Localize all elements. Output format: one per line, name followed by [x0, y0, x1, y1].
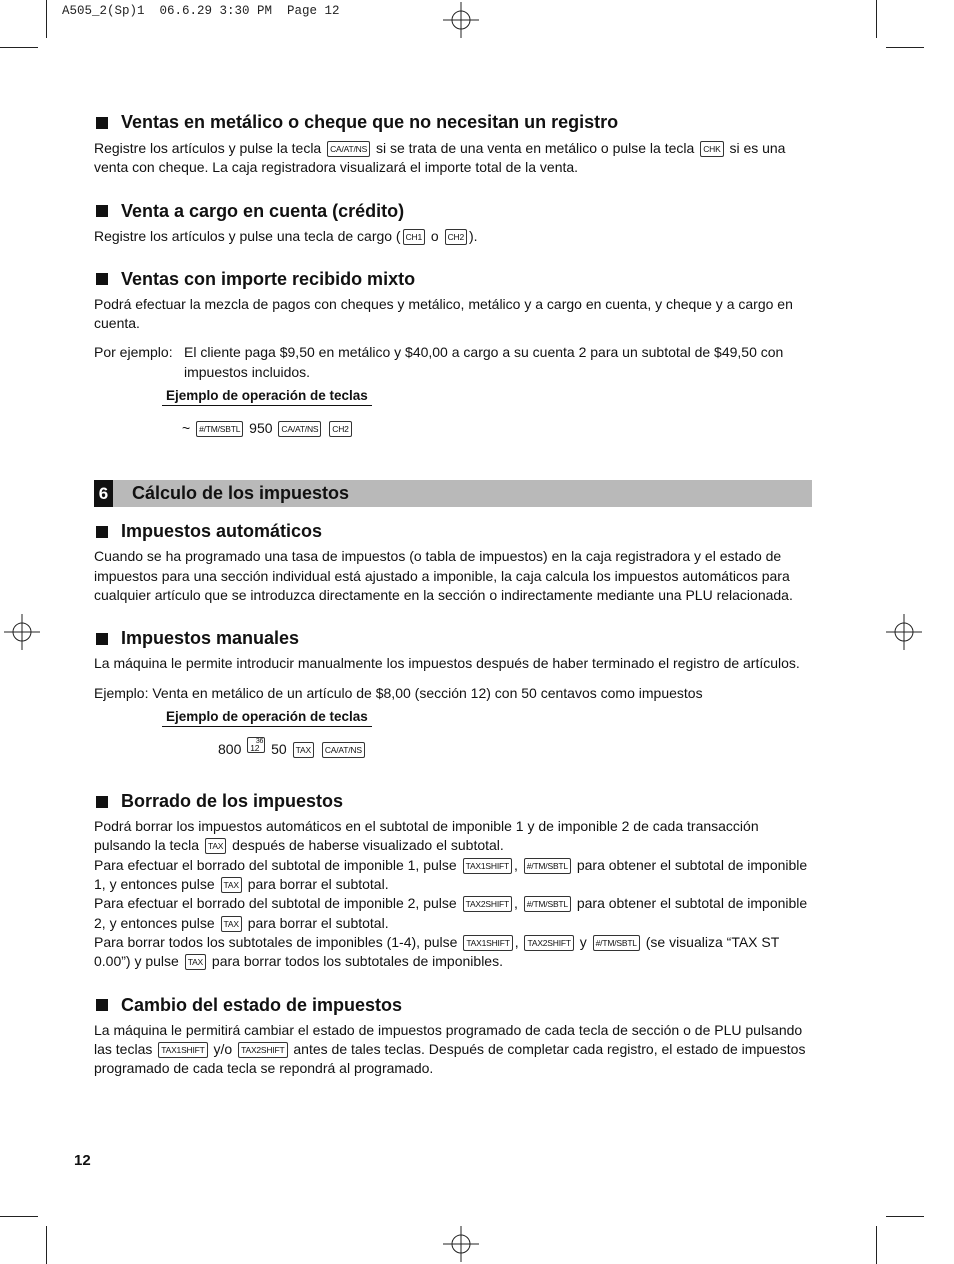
ca-at-ns-key-icon: CA/AT/NS [278, 421, 321, 437]
tm-sbtl-key-icon: #/TM/SBTL [196, 421, 243, 437]
key-sequence: ~ #/TM/SBTL 950 CA/AT/NS CH2 [182, 419, 812, 438]
heading-text: Impuestos automáticos [121, 521, 323, 542]
ch1-key-icon: CH1 [403, 229, 425, 245]
tax2shift-key-icon: TAX2SHIFT [238, 1042, 287, 1058]
chapter-number: 6 [94, 480, 113, 507]
department-key-icon: 36 12 [247, 737, 265, 753]
ch2-key-icon: CH2 [445, 229, 467, 245]
ca-at-ns-key-icon: CA/AT/NS [322, 742, 365, 758]
square-bullet-icon [96, 633, 108, 645]
tax-key-icon: TAX [205, 838, 226, 854]
page-content [94, 112, 812, 1078]
square-bullet-icon [96, 273, 108, 285]
tm-sbtl-key-icon: #/TM/SBTL [524, 858, 571, 874]
section-heading [94, 201, 812, 222]
crop-mark [886, 1216, 924, 1217]
paragraph: Ejemplo: Venta en metálico de un artículo de $8,00 (sección 12) con 50 centavos como impuestos [94, 684, 703, 701]
key-example-label: Ejemplo de operación de teclas [162, 387, 812, 406]
registration-mark-icon [4, 614, 40, 650]
paragraph: Registre los artículos y pulse la tecla CA/AT/NS si se trata de una venta en metálico o pulse la tecla CHK si es una venta con cheque. La caja registradora visualizará el importe total de la venta. [94, 140, 786, 176]
ch2-key-icon: CH2 [329, 421, 351, 437]
paragraph: Para borrar todos los subtotales de imponibles (1-4), pulse TAX1SHIFT , TAX2SHIFT y #/TM/SBTL (se visualiza “TAX ST 0.00”) y pulse TAX para borrar todos los subtotales de imponibles. [94, 933, 780, 970]
paragraph: Para efectuar el borrado del subtotal de imponible 2, pulse TAX2SHIFT , #/TM/SBTL para obtener el subtotal de imponible 2, y entonces pulse TAX para borrar el subtotal. [94, 895, 808, 931]
ca-at-ns-key-icon: CA/AT/NS [327, 141, 370, 157]
section-heading [94, 995, 812, 1016]
chk-key-icon: CHK [700, 141, 723, 157]
chapter-banner [94, 480, 812, 507]
tax-key-icon: TAX [185, 954, 206, 970]
tax1shift-key-icon: TAX1SHIFT [463, 858, 512, 874]
example-row: Por ejemplo: El cliente paga $9,50 en metálico y $40,00 a cargo a su cuenta 2 para un subtotal de $49,50 con impuestos incluidos. [94, 344, 784, 380]
crop-mark [0, 47, 38, 48]
section-heading [94, 112, 812, 133]
registration-mark-icon [443, 1226, 479, 1262]
crop-mark [876, 1226, 877, 1264]
square-bullet-icon [96, 999, 108, 1011]
tm-sbtl-key-icon: #/TM/SBTL [524, 896, 571, 912]
paragraph: La máquina le permite introducir manualmente los impuestos después de haber terminado el registro de artículos. [94, 655, 800, 672]
tax-key-icon: TAX [221, 916, 242, 932]
registration-mark-icon [443, 2, 479, 38]
heading-text: Ventas en metálico o cheque que no necesitan un registro [121, 112, 619, 132]
print-header: A505_2(Sp)1 06.6.29 3:30 PM Page 12 [62, 4, 340, 18]
crop-mark [876, 0, 877, 38]
tax-key-icon: TAX [293, 742, 314, 758]
chapter-title: Cálculo de los impuestos [132, 483, 350, 504]
heading-text: Impuestos manuales [121, 628, 300, 649]
tax2shift-key-icon: TAX2SHIFT [463, 896, 512, 912]
heading-text: Borrado de los impuestos [121, 791, 344, 812]
crop-mark [46, 0, 47, 38]
paragraph: Podrá efectuar la mezcla de pagos con cheques y metálico, metálico y a cargo en cuenta, y cheque y a cargo en cuenta. [94, 295, 793, 332]
section-heading [94, 269, 812, 290]
square-bullet-icon [96, 796, 108, 808]
square-bullet-icon [96, 205, 108, 217]
section-heading [94, 791, 812, 812]
registration-mark-icon [886, 614, 922, 650]
key-sequence: 800 36 12 50 TAX CA/AT/NS [218, 737, 812, 759]
section-heading [94, 628, 812, 649]
crop-mark [0, 1216, 38, 1217]
heading-text: Venta a cargo en cuenta (crédito) [121, 200, 405, 221]
section-heading [94, 521, 812, 542]
square-bullet-icon [96, 526, 108, 538]
tax2shift-key-icon: TAX2SHIFT [524, 935, 573, 951]
crop-mark [46, 1226, 47, 1264]
tax1shift-key-icon: TAX1SHIFT [158, 1042, 207, 1058]
paragraph: Para efectuar el borrado del subtotal de imponible 1, pulse TAX1SHIFT , #/TM/SBTL para obtener el subtotal de imponible 1, y entonces pulse TAX para borrar el subtotal. [94, 856, 808, 893]
crop-mark [886, 47, 924, 48]
square-bullet-icon [96, 117, 108, 129]
paragraph: Cuando se ha programado una tasa de impuestos (o tabla de impuestos) en la caja registradora y el estado de impuestos para una sección individual está ajustado a imponible, la caja calcula los impuestos automáticos para cualquier artículo que se introduzca directamente en la sección o indirectamente mediante una PLU relacionada. [94, 548, 793, 603]
paragraph: La máquina le permitirá cambiar el estado de impuestos programado de cada tecla de sección o de PLU pulsando las teclas TAX1SHIFT y/o TAX2SHIFT antes de tales teclas. Después de completar cada registro, el estado de impuestos programado de cada tecla se repondrá al programado. [94, 1021, 806, 1077]
page-number: 12 [74, 1152, 91, 1169]
paragraph: Registre los artículos y pulse una tecla de cargo ( CH1 o CH2 ). [94, 227, 478, 244]
tax-key-icon: TAX [221, 877, 242, 893]
heading-text: Ventas con importe recibido mixto [121, 268, 416, 289]
tm-sbtl-key-icon: #/TM/SBTL [593, 935, 640, 951]
paragraph: Podrá borrar los impuestos automáticos en el subtotal de imponible 1 y de imponible 2 de cada transacción pulsando la tecla TAX después de haberse visualizado el subtotal. [94, 818, 759, 854]
tax1shift-key-icon: TAX1SHIFT [463, 935, 512, 951]
key-example-label: Ejemplo de operación de teclas [162, 708, 812, 727]
heading-text: Cambio del estado de impuestos [121, 994, 403, 1015]
